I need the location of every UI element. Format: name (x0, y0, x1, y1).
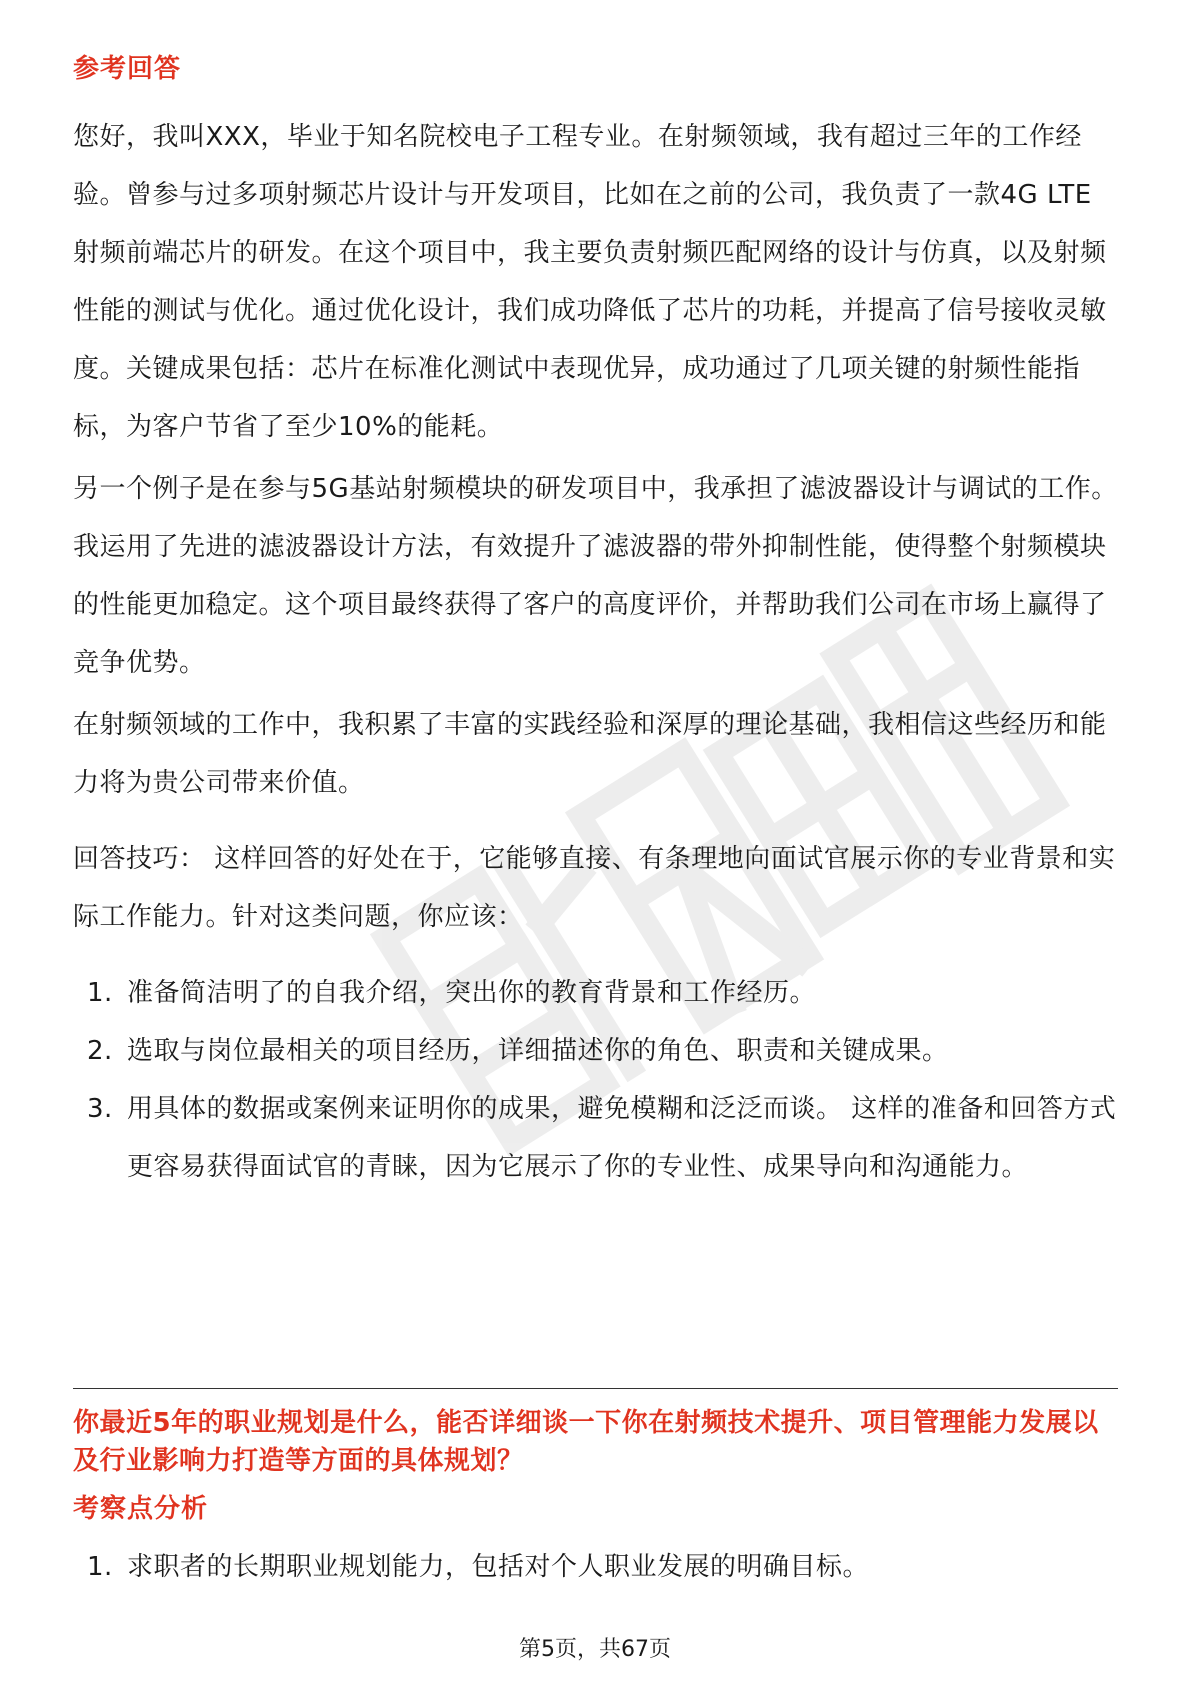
list-number: 1. (87, 1552, 113, 1582)
answer-paragraph-2: 另一个例子是在参与5G基站射频模块的研发项目中，我承担了滤波器设计与调试的工作。我运用了先进的滤波器设计方法，有效提升了滤波器的带外抑制性能，使得整个射频模块的性能更加稳定。这个项目最终获得了客户的高度评价，并帮助我们公司在市场上赢得了竞争优势。 (73, 474, 1118, 678)
answer-tips-paragraph: 回答技巧： 这样回答的好处在于，它能够直接、有条理地向面试官展示你的专业背景和实际工作能力。针对这类问题，你应该： (73, 844, 1116, 932)
list-number: 2. (87, 1036, 113, 1066)
answer-paragraph-3: 在射频领域的工作中，我积累了丰富的实践经验和深厚的理论基础，我相信这些经历和能力将为贵公司带来价值。 (73, 710, 1107, 798)
list-number: 3. (87, 1094, 113, 1124)
answer-paragraph-1: 您好，我叫XXX，毕业于知名院校电子工程专业。在射频领域，我有超过三年的工作经验。曾参与过多项射频芯片设计与开发项目，比如在之前的公司，我负责了一款4G LTE射频前端芯片的研发。在这个项目中，我主要负责射频匹配网络的设计与仿真，以及射频性能的测试与优化。通过优化设计，我们成功降低了芯片的功耗，并提高了信号接收灵敏度。关键成果包括：芯片在标准化测试中表现优异，成功通过了几项关键的射频性能指标，为客户节省了至少10%的能耗。 (73, 122, 1107, 442)
list-item-text: 用具体的数据或案例来证明你的成果，避免模糊和泛泛而谈。 这样的准备和回答方式更容易获得面试官的青睐，因为它展示了你的专业性、成果导向和沟通能力。 (127, 1094, 1117, 1182)
section-divider (73, 1388, 1118, 1389)
list-number: 1. (87, 978, 113, 1008)
list-item-text: 选取与岗位最相关的项目经历，详细描述你的角色、职责和关键成果。 (127, 1036, 949, 1066)
list-item (73, 1538, 1118, 1596)
page-number-footer: 第5页，共67页 (519, 1637, 671, 1662)
list-item (73, 1022, 1118, 1080)
analysis-list (73, 1538, 1118, 1596)
list-item-text: 准备简洁明了的自我介绍，突出你的教育背景和工作经历。 (127, 978, 817, 1008)
list-item (73, 964, 1118, 1022)
analysis-heading: 考察点分析 (73, 1494, 209, 1524)
next-question-heading: 你最近5年的职业规划是什么，能否详细谈一下你在射频技术提升、项目管理能力发展以及行业影响力打造等方面的具体规划？ (73, 1408, 1099, 1476)
tips-list (73, 964, 1118, 1196)
list-item (73, 1080, 1118, 1196)
answer-heading: 参考回答 (73, 54, 182, 84)
list-item-text: 求职者的长期职业规划能力，包括对个人职业发展的明确目标。 (127, 1552, 870, 1582)
